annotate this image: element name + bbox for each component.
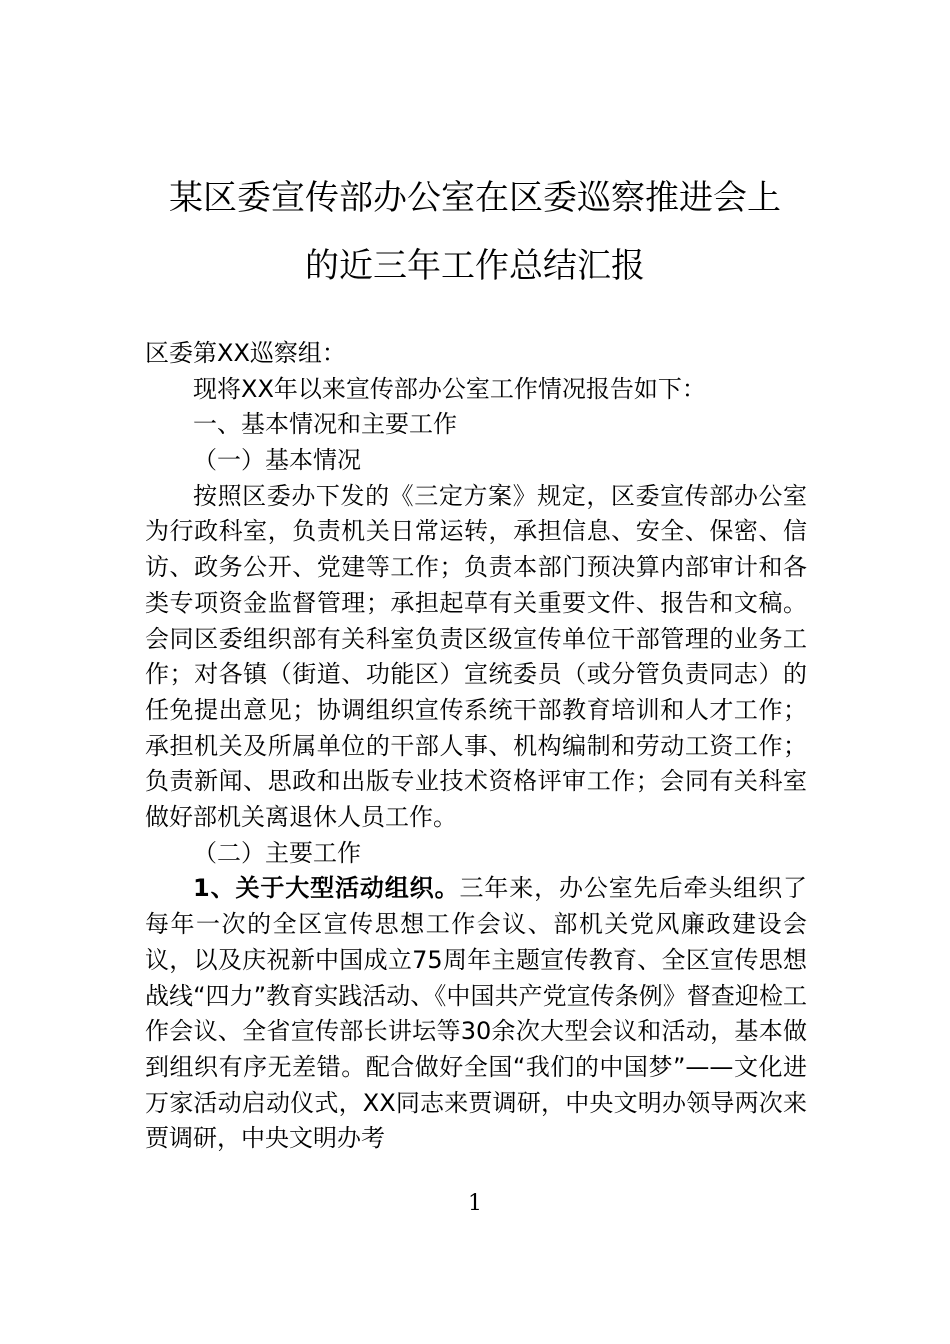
subsection-heading-basic: （一）基本情况 — [193, 446, 361, 475]
salutation: 区委第XX巡察组： — [145, 339, 346, 367]
section-heading: 一、基本情况和主要工作 — [193, 410, 457, 439]
item-lead: 1、关于大型活动组织。 — [193, 874, 460, 903]
document-title-line-2: 的近三年工作总结汇报 — [305, 246, 645, 286]
subsection-heading-main-work: （二）主要工作 — [193, 838, 361, 867]
paragraph-basic-situation: 按照区委办下发的《三定方案》规定，区委宣传部办公室为行政科室，负责机关日常运转，承担信息、安全、保密、信访、政务公开、党建等工作；负责本部门预决算内部审计和各类专项资金监督管理；承担起草有关重要文件、报告和文稿。会同区委组织部有关科室负责区级宣传单位干部管理的业务工作；对各镇（街道、功能区）宣统委员（或分管负责同志）的任免提出意见；协调组织宣传系统干部教育培训和人才工作；承担机关及所属单位的干部人事、机构编制和劳动工资工作；负责新闻、思政和出版专业技术资格评审工作；会同有关科室做好部机关离退休人员工作。 — [145, 481, 807, 832]
document-title-line-1: 某区委宣传部办公室在区委巡察推进会上 — [169, 178, 781, 218]
document-body — [145, 336, 807, 1157]
page-number: 1 — [468, 1191, 482, 1216]
intro-paragraph: 现将XX年以来宣传部办公室工作情况报告如下： — [193, 374, 706, 403]
paragraph-large-events — [145, 871, 807, 1157]
item-text: 三年来，办公室先后牵头组织了每年一次的全区宣传思想工作会议、部机关党风廉政建设会议，以及庆祝新中国成立75周年主题宣传教育、全区宣传思想战线“四力”教育实践活动、《中国共产党宣传条例》督查迎检工作会议、全省宣传部长讲坛等30余次大型会议和活动，基本做到组织有序无差错。配合做好全国“我们的中国梦”——文化进万家活动启动仪式，XX同志来贾调研，中央文明办领导两次来贾调研，中央文明办考 — [145, 874, 808, 1153]
